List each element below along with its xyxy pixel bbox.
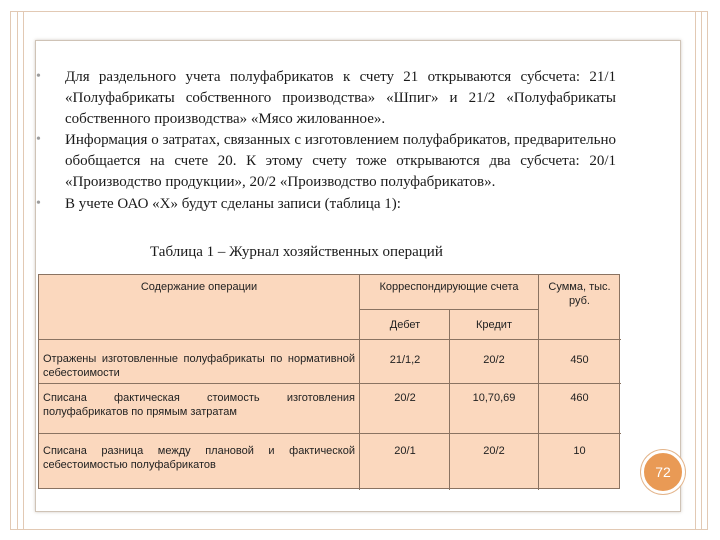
bullet-item <box>36 194 616 215</box>
bullet-dot-icon: • <box>36 69 41 84</box>
table-line-col1 <box>359 275 360 490</box>
row1-debit: 21/1,2 <box>389 354 421 366</box>
operations-table <box>38 274 620 489</box>
header-accounts: Корреспондирующие счета <box>379 281 519 293</box>
row3-sum: 10 <box>573 445 586 457</box>
frame-rule-left-1 <box>17 11 18 530</box>
row2-debit: 20/2 <box>394 392 416 404</box>
page-number-badge: 72 <box>641 450 685 494</box>
table-caption: Таблица 1 – Журнал хозяйственных операций <box>150 244 443 260</box>
row1-sum: 450 <box>570 354 589 366</box>
table-line-col3 <box>538 275 539 490</box>
bullet-dot-icon: • <box>36 132 41 148</box>
row1-operation: Отражены изготовленные полуфабрикаты по нормативной себестоимости <box>43 353 355 379</box>
bullet-dot-icon: • <box>36 195 41 211</box>
frame-rule-right-1 <box>695 11 696 530</box>
row2-sum: 460 <box>570 392 589 404</box>
row1-credit: 20/2 <box>483 354 505 366</box>
frame-rule-left-2 <box>23 11 24 530</box>
bullet-text: Для раздельного учета полуфабрикатов к счету 21 открываются субсчета: 21/1 «Полуфабрикаты собственного производства» «Шпиг» и 21/2 «Полуфабрикаты собственного производства» «Мясо жилованное». <box>65 69 616 127</box>
row2-operation: Списана фактическая стоимость изготовления полуфабрикатов по прямым затратам <box>43 392 355 418</box>
bullet-item <box>36 67 616 129</box>
row3-operation: Списана разница между плановой и фактической себестоимостью полуфабрикатов <box>43 445 355 471</box>
row3-credit: 20/2 <box>483 445 505 457</box>
row2-credit: 10,70,69 <box>472 392 516 404</box>
row3-debit: 20/1 <box>394 445 416 457</box>
bullet-text: Информация о затратах, связанных с изготовлением полуфабрикатов, предварительно обобщается на счете 20. К этому счету тоже открываются два субсчета: 20/1 «Производство продукции», 20/2 «Производство полуфабрикатов». <box>65 132 616 190</box>
table-line-header-bottom-right <box>359 339 621 340</box>
table-line-header-bottom <box>39 339 359 340</box>
table-line-row2-bottom <box>39 433 621 434</box>
header-credit: Кредит <box>475 319 512 331</box>
bullet-list <box>36 67 616 215</box>
frame-rule-right-2 <box>701 11 702 530</box>
bullet-text: В учете ОАО «X» будут сделаны записи (таблица 1): <box>65 195 401 212</box>
header-operation: Содержание операции <box>140 281 258 293</box>
header-debit: Дебет <box>389 319 421 331</box>
table-line-row1-bottom <box>39 383 621 384</box>
header-sum: Сумма, тыс. руб. <box>548 281 611 307</box>
bullet-item <box>36 130 616 192</box>
